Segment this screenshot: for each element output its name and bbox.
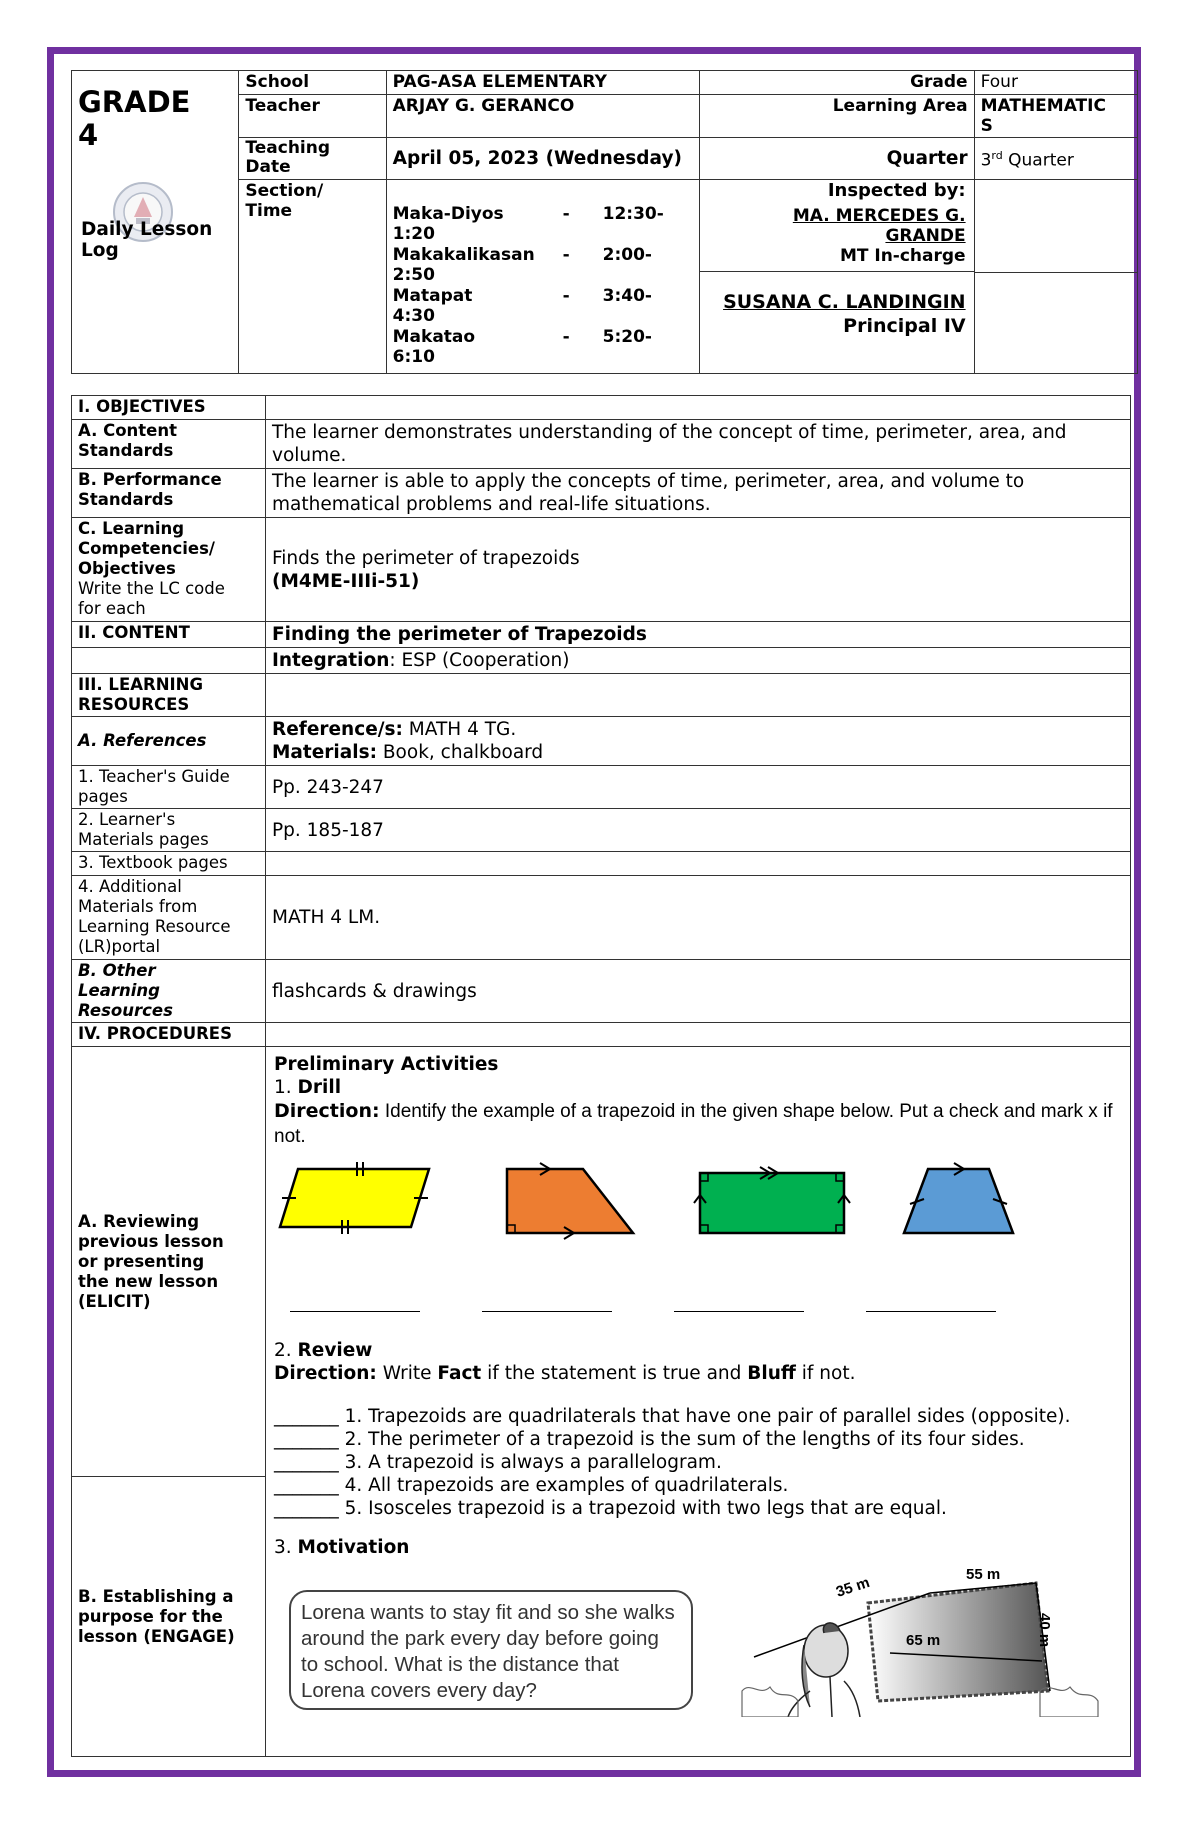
- parallelogram-shape: [280, 1169, 429, 1227]
- review-statement: _______ 1. Trapezoids are quadrilaterals that have one pair of parallel sides (opposite).: [274, 1406, 1071, 1427]
- answer-blank[interactable]: [866, 1311, 996, 1312]
- schedule-row: Makakalikasan - 2:00-: [392, 245, 652, 265]
- drill-direction: Direction: Identify the example of a trapezoid in the given shape below. Put a check and mark x if not.: [274, 1100, 1113, 1147]
- answer-blank[interactable]: [482, 1311, 612, 1312]
- motivation-heading: 3. Motivation: [274, 1537, 410, 1558]
- review-statement: _______ 4. All trapezoids are examples of quadrilaterals.: [274, 1475, 789, 1496]
- motivation-speech-bubble: Lorena wants to stay fit and so she walks around the park every day before going to school. What is the distance that Lorena covers every day?: [289, 1590, 693, 1710]
- drill-heading: 1. Drill: [274, 1077, 342, 1098]
- prelim-heading: Preliminary Activities: [274, 1054, 499, 1075]
- review-statement: _______ 3. A trapezoid is always a parallelogram.: [274, 1452, 722, 1473]
- procedures-heading: IV. PROCEDURES: [72, 1023, 266, 1047]
- grade-label: Grade: [700, 71, 974, 95]
- competencies-label: C. Learning Competencies/ Objectives Write the LC code for each: [72, 518, 266, 622]
- dll-title-line2: Log: [81, 240, 119, 261]
- establishing-purpose-label: B. Establishing a purpose for the lesson (ENGAGE): [72, 1477, 266, 1757]
- content-standards-text: The learner demonstrates understanding of the concept of time, perimeter, area, and volume.: [266, 420, 1131, 469]
- tg-pages-value: Pp. 243-247: [266, 766, 1131, 809]
- inspector-name: MA. MERCEDES G. GRANDE: [792, 206, 966, 246]
- park-illustration: [740, 1541, 1100, 1717]
- integration-text: Integration: ESP (Cooperation): [266, 648, 1131, 674]
- objectives-heading: I. OBJECTIVES: [72, 396, 266, 420]
- quarter-value: 3rd Quarter: [974, 138, 1137, 180]
- park-area: [868, 1583, 1048, 1701]
- park-label: 65 m: [906, 1632, 941, 1649]
- references-text: Reference/s: MATH 4 TG. Materials: Book, chalkboard: [266, 717, 1131, 766]
- header-title-cell: [72, 71, 239, 374]
- grade-number: 4: [78, 118, 99, 152]
- principal-name: SUSANA C. LANDINGIN: [723, 291, 966, 313]
- other-resources-label: B. Other Learning Resources: [72, 960, 266, 1023]
- teaching-date-value: April 05, 2023 (Wednesday): [386, 138, 700, 180]
- content-heading: II. CONTENT: [72, 622, 266, 648]
- park-label: 35 m: [833, 1574, 872, 1601]
- review-statement: _______ 2. The perimeter of a trapezoid is the sum of the lengths of its four sides.: [274, 1429, 1025, 1450]
- content-title: Finding the perimeter of Trapezoids: [266, 622, 1131, 648]
- rectangle-shape: [700, 1173, 844, 1233]
- tg-pages-label: 1. Teacher's Guide pages: [72, 766, 266, 809]
- school-label: School: [239, 71, 386, 95]
- header-table: [71, 70, 1138, 374]
- teacher-value: ARJAY G. GERANCO: [386, 95, 700, 138]
- schedule-row: Maka-Diyos - 12:30-: [392, 204, 664, 224]
- performance-standards-text: The learner is able to apply the concepts of time, perimeter, area, and volume to mathematical problems and real-life situations.: [266, 469, 1131, 518]
- teacher-label: Teacher: [239, 95, 386, 138]
- learning-area-value: MATHEMATIC S: [974, 95, 1137, 138]
- other-resources-value: flashcards & drawings: [266, 960, 1131, 1023]
- drill-shapes: [274, 1159, 1124, 1309]
- schedule-row: Matapat - 3:40-: [392, 286, 652, 306]
- grade-heading: GRADE: [78, 85, 191, 119]
- review-direction: Direction: Write Fact if the statement is true and Bluff if not.: [274, 1363, 856, 1384]
- answer-blank[interactable]: [290, 1311, 420, 1312]
- resources-heading: III. LEARNING RESOURCES: [72, 674, 266, 717]
- park-label: 55 m: [966, 1566, 1001, 1583]
- schedule-row: Makatao - 5:20-: [392, 327, 652, 347]
- signatures-cell: [700, 180, 974, 374]
- content-standards-label: A. Content Standards: [72, 420, 266, 469]
- reviewing-label: A. Reviewing previous lesson or presenting the new lesson (ELICIT): [72, 1047, 266, 1477]
- girl-figure-icon: [788, 1623, 860, 1717]
- school-value: PAG-ASA ELEMENTARY: [386, 71, 700, 95]
- answer-blank[interactable]: [674, 1311, 804, 1312]
- teaching-date-label: Teaching Date: [239, 138, 386, 180]
- section-time-label: Section/ Time: [239, 180, 386, 374]
- section-schedule: Maka-Diyos - 12:30- 1:20 Makakalikasan - 2:00- 2:50 Matapat - 3:40- 4:30 Makatao - 5:20- 6:10: [386, 180, 700, 374]
- right-trapezoid-shape: [507, 1169, 633, 1233]
- inspected-by-label: Inspected by:: [827, 180, 966, 201]
- additional-materials-label: 4. Additional Materials from Learning Resource (LR)portal: [72, 876, 266, 960]
- textbook-pages-label: 3. Textbook pages: [72, 852, 266, 876]
- learning-area-label: Learning Area: [700, 95, 974, 138]
- grade-value: Four: [974, 71, 1137, 95]
- lc-code: (M4ME-IIIi-51): [272, 570, 420, 592]
- dll-title-line1: Daily Lesson: [81, 219, 213, 240]
- principal-role: Principal IV: [843, 315, 966, 337]
- quarter-label: Quarter: [700, 138, 974, 180]
- answer-blanks: [290, 1297, 1122, 1317]
- additional-materials-value: MATH 4 LM.: [266, 876, 1131, 960]
- references-label: A. References: [72, 717, 266, 766]
- review-heading: 2. Review: [274, 1340, 373, 1361]
- signature-blank-cell: [974, 180, 1137, 374]
- inspector-role: MT In-charge: [839, 246, 966, 266]
- lm-pages-label: 2. Learner's Materials pages: [72, 809, 266, 852]
- performance-standards-label: B. Performance Standards: [72, 469, 266, 518]
- competencies-text: Finds the perimeter of trapezoids (M4ME-IIIi-51): [266, 518, 1131, 622]
- review-statement: _______ 5. Isosceles trapezoid is a trapezoid with two legs that are equal.: [274, 1498, 947, 1519]
- lm-pages-value: Pp. 185-187: [266, 809, 1131, 852]
- park-label: 40 m: [1036, 1613, 1053, 1648]
